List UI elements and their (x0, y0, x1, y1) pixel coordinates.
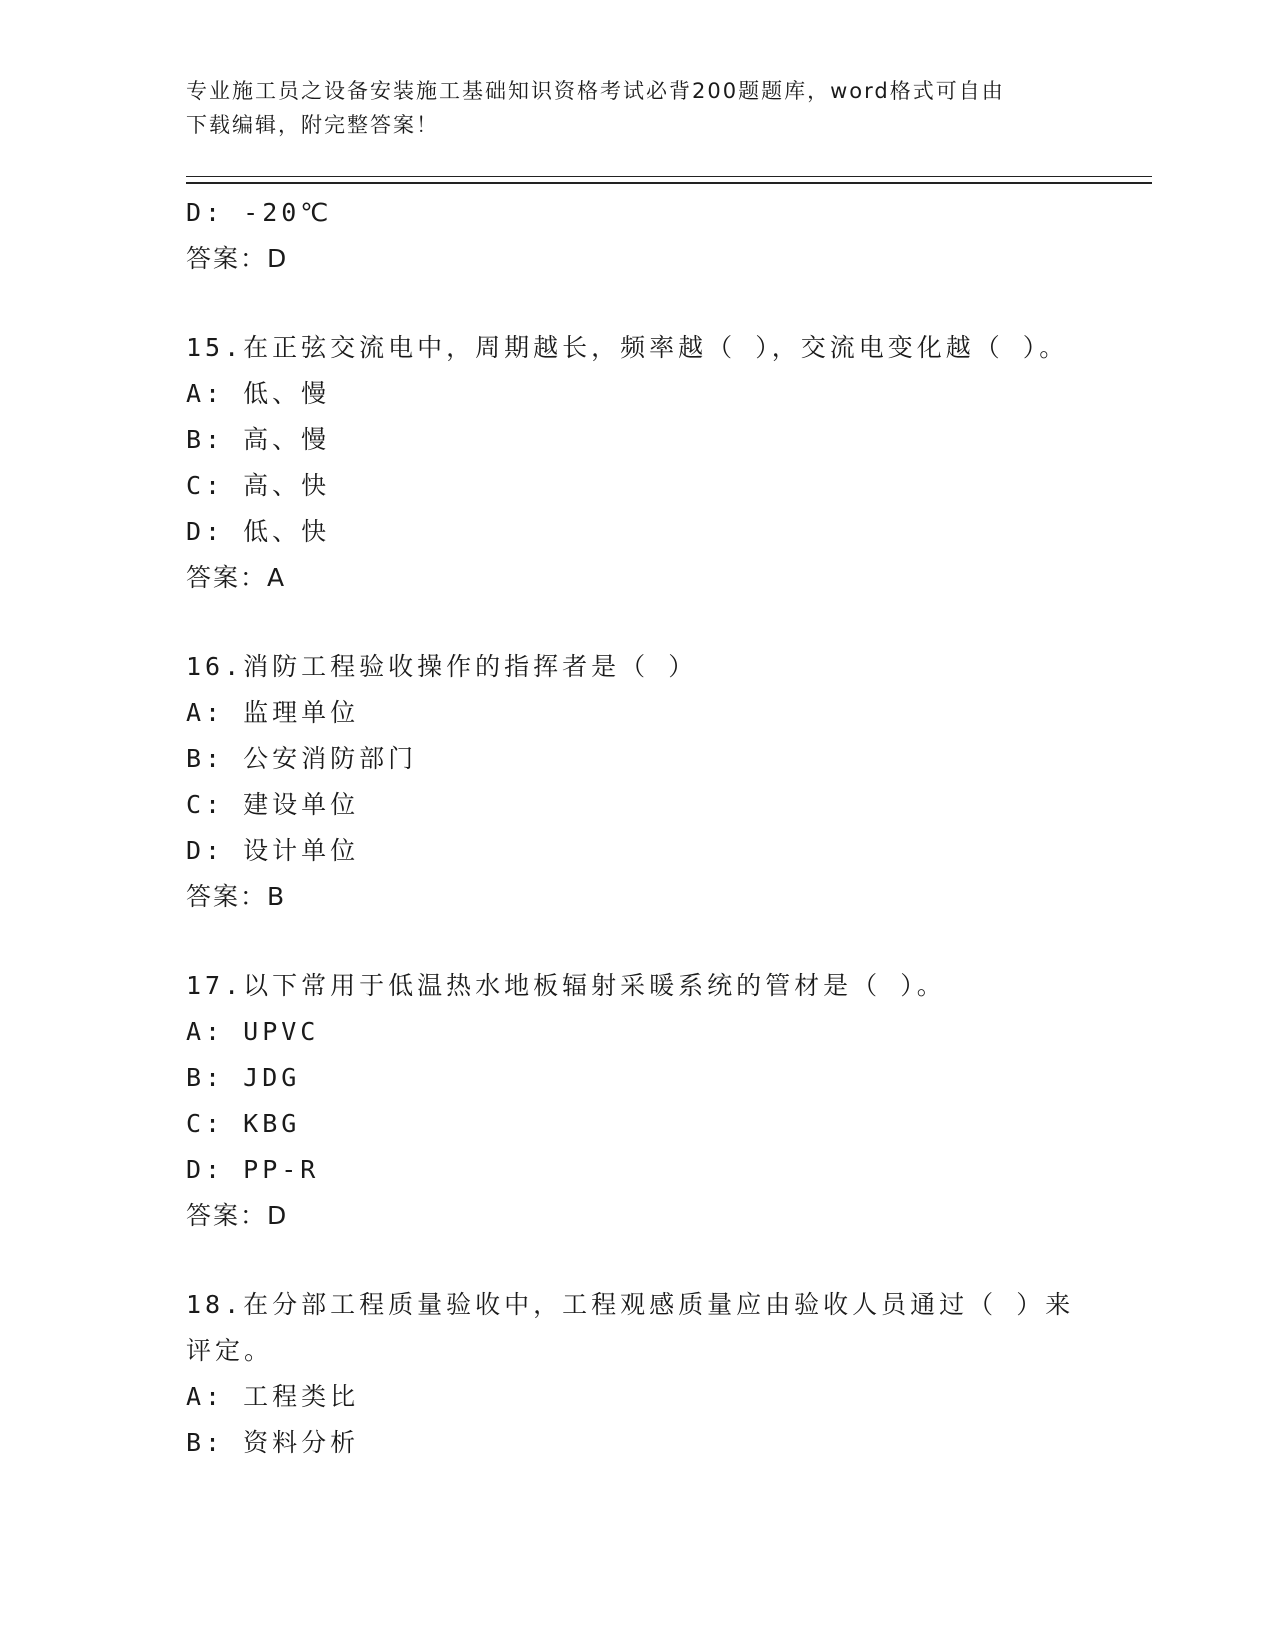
question-17 (186, 963, 1086, 1239)
option-a: A: 低、慢 (186, 379, 331, 408)
header-title-line-2: 下载编辑，附完整答案！ (186, 113, 439, 137)
question-text: 17.以下常用于低温热水地板辐射采暖系统的管材是（ ）。 (186, 971, 946, 1000)
header-title-line-1: 专业施工员之设备安装施工基础知识资格考试必背200题题库，word格式可自由 (186, 79, 1005, 103)
question-text-line-2: 评定。 (186, 1336, 274, 1365)
option-b: B: 公安消防部门 (186, 744, 418, 773)
option-b: B: 资料分析 (186, 1428, 360, 1457)
option-d: D: 设计单位 (186, 836, 360, 865)
option-b: B: 高、慢 (186, 425, 331, 454)
answer-line: 答案：A (186, 563, 287, 592)
answer-line: 答案：B (186, 882, 287, 911)
page-header (186, 74, 1066, 142)
answer-line: 答案：D (186, 1201, 289, 1230)
option-d: D: PP-R (186, 1155, 320, 1184)
answer-line: 答案：D (186, 244, 289, 273)
option-c: C: 高、快 (186, 471, 331, 500)
option-c: C: 建设单位 (186, 790, 360, 819)
option-a: A: 工程类比 (186, 1382, 360, 1411)
previous-question-tail (186, 190, 1086, 282)
option-a: A: 监理单位 (186, 698, 360, 727)
option-b: B: JDG (186, 1063, 301, 1092)
question-text-line-1: 18.在分部工程质量验收中，工程观感质量应由验收人员通过（ ）来 (186, 1290, 1075, 1319)
question-18 (186, 1282, 1086, 1466)
option-c: C: KBG (186, 1109, 301, 1138)
header-divider (186, 176, 1152, 184)
question-15 (186, 325, 1086, 601)
question-16 (186, 644, 1086, 920)
question-list (186, 190, 1086, 1466)
question-text: 16.消防工程验收操作的指挥者是（ ） (186, 652, 698, 681)
option-a: A: UPVC (186, 1017, 320, 1046)
question-text: 15.在正弦交流电中，周期越长，频率越（ ），交流电变化越（ ）。 (186, 333, 1069, 362)
option-d: D: 低、快 (186, 517, 331, 546)
option-d: D: -20℃ (186, 198, 333, 227)
